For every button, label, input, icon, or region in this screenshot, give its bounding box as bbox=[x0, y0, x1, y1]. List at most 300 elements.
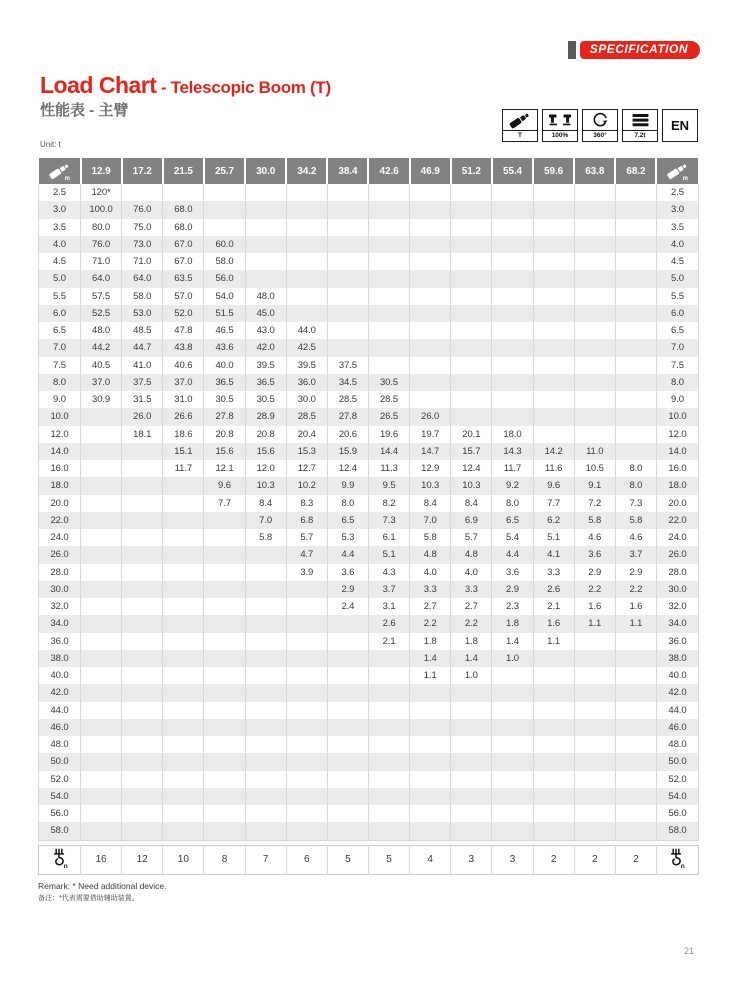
load-cell: 12.4 bbox=[327, 460, 368, 477]
load-cell bbox=[533, 667, 574, 684]
load-cell bbox=[574, 288, 615, 305]
load-cell: 2.7 bbox=[410, 598, 451, 615]
radius-cell: 30.0 bbox=[656, 581, 698, 598]
load-cell bbox=[615, 771, 656, 788]
load-cell bbox=[574, 408, 615, 425]
load-cell: 4.3 bbox=[368, 564, 409, 581]
load-cell bbox=[451, 219, 492, 236]
load-cell: 52.5 bbox=[81, 305, 122, 322]
radius-cell: 9.0 bbox=[39, 391, 81, 408]
load-cell bbox=[410, 374, 451, 391]
radius-cell: 54.0 bbox=[39, 788, 81, 805]
load-cell: 39.5 bbox=[286, 357, 327, 374]
load-cell bbox=[245, 633, 286, 650]
load-row bbox=[39, 339, 699, 356]
load-cell bbox=[122, 460, 163, 477]
load-cell bbox=[615, 684, 656, 701]
counterweight-icon bbox=[623, 110, 657, 130]
boom-length-header: 55.4 bbox=[492, 158, 533, 184]
load-cell bbox=[245, 564, 286, 581]
load-cell: 1.0 bbox=[492, 650, 533, 667]
radius-cell: 44.0 bbox=[656, 702, 698, 719]
load-cell bbox=[286, 650, 327, 667]
load-cell bbox=[286, 788, 327, 805]
load-cell bbox=[615, 184, 656, 201]
load-cell bbox=[204, 512, 245, 529]
load-cell: 7.7 bbox=[533, 495, 574, 512]
radius-cell: 3.5 bbox=[656, 219, 698, 236]
load-cell bbox=[286, 581, 327, 598]
parts-of-line-cell: 5 bbox=[368, 845, 409, 874]
radius-cell: 5.5 bbox=[656, 288, 698, 305]
load-cell bbox=[574, 650, 615, 667]
radius-cell: 8.0 bbox=[656, 374, 698, 391]
load-cell bbox=[615, 736, 656, 753]
load-cell: 2.7 bbox=[451, 598, 492, 615]
load-cell bbox=[163, 702, 204, 719]
boom-length-icon bbox=[39, 158, 81, 184]
load-cell bbox=[533, 408, 574, 425]
boom-length-header: 17.2 bbox=[122, 158, 163, 184]
radius-cell: 4.0 bbox=[39, 236, 81, 253]
load-cell bbox=[163, 805, 204, 822]
load-cell bbox=[327, 684, 368, 701]
load-cell bbox=[245, 822, 286, 840]
load-cell bbox=[122, 477, 163, 494]
load-cell: 56.0 bbox=[204, 270, 245, 287]
load-cell bbox=[163, 822, 204, 840]
load-cell bbox=[163, 581, 204, 598]
load-cell: 58.0 bbox=[122, 288, 163, 305]
load-cell bbox=[204, 598, 245, 615]
load-cell bbox=[122, 736, 163, 753]
load-cell bbox=[615, 374, 656, 391]
load-cell bbox=[327, 270, 368, 287]
load-cell bbox=[81, 495, 122, 512]
load-cell bbox=[451, 736, 492, 753]
remark-cn: 备注：*代表需要借助辅助装置。 bbox=[38, 895, 139, 902]
load-cell bbox=[451, 408, 492, 425]
radius-cell: 3.0 bbox=[656, 201, 698, 218]
hook-parts-icon bbox=[656, 845, 698, 874]
load-row bbox=[39, 201, 699, 218]
load-cell bbox=[327, 305, 368, 322]
parts-of-line-cell: 2 bbox=[615, 845, 656, 874]
load-cell bbox=[615, 443, 656, 460]
load-cell bbox=[492, 408, 533, 425]
load-cell: 42.0 bbox=[245, 339, 286, 356]
load-cell bbox=[368, 339, 409, 356]
load-cell bbox=[163, 633, 204, 650]
load-row bbox=[39, 581, 699, 598]
load-cell: 36.5 bbox=[245, 374, 286, 391]
load-cell: 64.0 bbox=[122, 270, 163, 287]
load-cell bbox=[245, 598, 286, 615]
load-cell bbox=[286, 771, 327, 788]
load-cell bbox=[81, 684, 122, 701]
load-cell bbox=[451, 374, 492, 391]
load-cell bbox=[81, 512, 122, 529]
boom-length-header: 34.2 bbox=[286, 158, 327, 184]
load-cell: 6.9 bbox=[451, 512, 492, 529]
load-cell bbox=[204, 805, 245, 822]
badge-counterweight-label: 7.2t bbox=[623, 130, 657, 141]
radius-cell: 38.0 bbox=[656, 650, 698, 667]
radius-cell: 4.0 bbox=[656, 236, 698, 253]
load-cell bbox=[81, 426, 122, 443]
load-cell bbox=[615, 753, 656, 770]
load-cell: 58.0 bbox=[204, 253, 245, 270]
radius-cell: 8.0 bbox=[39, 374, 81, 391]
load-row bbox=[39, 219, 699, 236]
load-cell bbox=[533, 684, 574, 701]
load-cell: 48.0 bbox=[81, 322, 122, 339]
load-cell bbox=[574, 805, 615, 822]
load-cell bbox=[327, 805, 368, 822]
load-cell bbox=[122, 633, 163, 650]
load-cell bbox=[492, 736, 533, 753]
load-cell bbox=[451, 391, 492, 408]
radius-cell: 24.0 bbox=[656, 529, 698, 546]
load-cell bbox=[81, 408, 122, 425]
radius-cell: 52.0 bbox=[656, 771, 698, 788]
load-cell bbox=[368, 667, 409, 684]
load-row bbox=[39, 546, 699, 563]
load-cell bbox=[615, 426, 656, 443]
load-cell bbox=[245, 236, 286, 253]
badge-counterweight bbox=[622, 109, 658, 142]
radius-cell: 40.0 bbox=[39, 667, 81, 684]
load-cell: 14.7 bbox=[410, 443, 451, 460]
radius-cell: 9.0 bbox=[656, 391, 698, 408]
load-cell: 12.9 bbox=[410, 460, 451, 477]
load-cell bbox=[327, 736, 368, 753]
boom-length-header: 51.2 bbox=[451, 158, 492, 184]
load-cell bbox=[204, 633, 245, 650]
radius-cell: 7.5 bbox=[656, 357, 698, 374]
load-cell: 76.0 bbox=[81, 236, 122, 253]
load-cell bbox=[368, 305, 409, 322]
load-cell bbox=[81, 822, 122, 840]
load-cell bbox=[574, 667, 615, 684]
load-cell bbox=[81, 598, 122, 615]
load-cell bbox=[533, 253, 574, 270]
load-cell bbox=[286, 667, 327, 684]
load-cell bbox=[368, 822, 409, 840]
load-cell bbox=[286, 270, 327, 287]
load-cell bbox=[122, 512, 163, 529]
boom-length-header: 68.2 bbox=[615, 158, 656, 184]
load-cell: 12.4 bbox=[451, 460, 492, 477]
load-cell: 4.7 bbox=[286, 546, 327, 563]
radius-cell: 6.5 bbox=[656, 322, 698, 339]
load-cell: 7.7 bbox=[204, 495, 245, 512]
load-cell: 71.0 bbox=[81, 253, 122, 270]
parts-of-line-cell: 8 bbox=[204, 845, 245, 874]
load-row bbox=[39, 736, 699, 753]
load-cell: 4.8 bbox=[410, 546, 451, 563]
load-cell bbox=[574, 374, 615, 391]
slewing-360-icon bbox=[583, 110, 617, 130]
load-cell: 6.2 bbox=[533, 512, 574, 529]
radius-cell: 5.5 bbox=[39, 288, 81, 305]
load-cell bbox=[492, 374, 533, 391]
load-cell bbox=[81, 650, 122, 667]
load-cell bbox=[368, 357, 409, 374]
load-cell bbox=[574, 184, 615, 201]
load-cell bbox=[204, 581, 245, 598]
load-cell bbox=[327, 339, 368, 356]
load-cell: 20.8 bbox=[204, 426, 245, 443]
load-cell: 11.7 bbox=[163, 460, 204, 477]
load-cell bbox=[533, 788, 574, 805]
load-cell: 2.2 bbox=[615, 581, 656, 598]
badge-boom-mode bbox=[502, 109, 538, 142]
parts-of-line-cell: 5 bbox=[327, 845, 368, 874]
radius-cell: 4.5 bbox=[656, 253, 698, 270]
radius-cell: 6.0 bbox=[39, 305, 81, 322]
load-cell bbox=[410, 753, 451, 770]
load-cell bbox=[533, 391, 574, 408]
parts-of-line-cell: 4 bbox=[410, 845, 451, 874]
load-cell: 1.1 bbox=[574, 615, 615, 632]
load-cell bbox=[615, 339, 656, 356]
load-cell bbox=[451, 270, 492, 287]
load-cell bbox=[615, 219, 656, 236]
badge-slewing-label: 360° bbox=[583, 130, 617, 141]
load-cell: 5.8 bbox=[615, 512, 656, 529]
load-cell bbox=[410, 288, 451, 305]
load-cell bbox=[163, 564, 204, 581]
load-cell: 5.7 bbox=[286, 529, 327, 546]
load-cell bbox=[451, 184, 492, 201]
load-cell bbox=[245, 719, 286, 736]
radius-cell: 22.0 bbox=[656, 512, 698, 529]
load-cell bbox=[245, 219, 286, 236]
load-cell: 3.3 bbox=[451, 581, 492, 598]
load-cell bbox=[492, 667, 533, 684]
load-cell bbox=[410, 357, 451, 374]
load-cell: 7.3 bbox=[368, 512, 409, 529]
load-cell bbox=[492, 771, 533, 788]
load-cell: 8.3 bbox=[286, 495, 327, 512]
load-cell bbox=[451, 805, 492, 822]
load-cell: 37.5 bbox=[327, 357, 368, 374]
load-cell bbox=[81, 719, 122, 736]
load-cell: 8.2 bbox=[368, 495, 409, 512]
load-row bbox=[39, 460, 699, 477]
load-cell bbox=[574, 684, 615, 701]
load-cell bbox=[451, 822, 492, 840]
radius-cell: 5.0 bbox=[39, 270, 81, 287]
load-cell: 40.5 bbox=[81, 357, 122, 374]
load-cell bbox=[204, 529, 245, 546]
load-cell bbox=[574, 357, 615, 374]
load-cell bbox=[492, 684, 533, 701]
radius-cell: 32.0 bbox=[656, 598, 698, 615]
load-cell bbox=[533, 270, 574, 287]
load-cell bbox=[533, 322, 574, 339]
load-cell bbox=[204, 788, 245, 805]
badge-outriggers-label: 100% bbox=[543, 130, 577, 141]
load-row bbox=[39, 719, 699, 736]
hook-parts-icon bbox=[39, 845, 81, 874]
remark bbox=[38, 881, 167, 903]
load-cell: 1.4 bbox=[492, 633, 533, 650]
radius-cell: 24.0 bbox=[39, 529, 81, 546]
load-cell bbox=[327, 667, 368, 684]
parts-of-line-cell: 6 bbox=[286, 845, 327, 874]
load-cell bbox=[286, 702, 327, 719]
load-cell bbox=[451, 288, 492, 305]
load-cell: 8.4 bbox=[245, 495, 286, 512]
boom-length-header: 30.0 bbox=[245, 158, 286, 184]
load-cell bbox=[451, 201, 492, 218]
load-cell bbox=[327, 219, 368, 236]
load-cell bbox=[122, 788, 163, 805]
radius-cell: 56.0 bbox=[656, 805, 698, 822]
load-cell bbox=[533, 201, 574, 218]
load-cell bbox=[368, 771, 409, 788]
radius-cell: 34.0 bbox=[656, 615, 698, 632]
load-cell: 71.0 bbox=[122, 253, 163, 270]
load-cell: 26.5 bbox=[368, 408, 409, 425]
load-cell: 46.5 bbox=[204, 322, 245, 339]
load-cell bbox=[163, 753, 204, 770]
load-cell bbox=[286, 719, 327, 736]
load-cell: 2.6 bbox=[368, 615, 409, 632]
load-cell bbox=[245, 684, 286, 701]
load-cell bbox=[533, 184, 574, 201]
radius-cell: 6.5 bbox=[39, 322, 81, 339]
load-cell bbox=[492, 753, 533, 770]
radius-cell: 2.5 bbox=[656, 184, 698, 201]
load-cell bbox=[410, 719, 451, 736]
load-cell bbox=[245, 270, 286, 287]
load-cell bbox=[368, 805, 409, 822]
radius-cell: 50.0 bbox=[656, 753, 698, 770]
load-cell: 9.6 bbox=[204, 477, 245, 494]
load-cell: 18.1 bbox=[122, 426, 163, 443]
load-cell: 57.0 bbox=[163, 288, 204, 305]
load-cell: 57.5 bbox=[81, 288, 122, 305]
load-cell bbox=[327, 236, 368, 253]
load-cell bbox=[245, 581, 286, 598]
radius-cell: 56.0 bbox=[39, 805, 81, 822]
load-cell bbox=[327, 633, 368, 650]
load-cell: 1.0 bbox=[451, 667, 492, 684]
load-cell bbox=[163, 719, 204, 736]
load-cell bbox=[204, 753, 245, 770]
radius-cell: 58.0 bbox=[656, 822, 698, 840]
load-cell bbox=[122, 598, 163, 615]
load-cell bbox=[122, 615, 163, 632]
load-cell bbox=[410, 702, 451, 719]
badge-row bbox=[502, 109, 698, 142]
load-cell bbox=[533, 288, 574, 305]
load-cell bbox=[204, 684, 245, 701]
load-cell bbox=[327, 650, 368, 667]
load-cell bbox=[163, 529, 204, 546]
load-cell bbox=[245, 546, 286, 563]
load-cell: 34.5 bbox=[327, 374, 368, 391]
load-cell bbox=[81, 546, 122, 563]
load-cell bbox=[574, 736, 615, 753]
title-sub: - Telescopic Boom (T) bbox=[160, 78, 331, 97]
load-cell: 100.0 bbox=[81, 201, 122, 218]
load-cell bbox=[574, 253, 615, 270]
radius-cell: 3.0 bbox=[39, 201, 81, 218]
load-row bbox=[39, 443, 699, 460]
load-cell bbox=[163, 495, 204, 512]
load-cell: 15.6 bbox=[204, 443, 245, 460]
load-cell bbox=[615, 322, 656, 339]
radius-cell: 26.0 bbox=[656, 546, 698, 563]
svg-text:n: n bbox=[681, 863, 686, 870]
load-cell bbox=[204, 736, 245, 753]
load-cell bbox=[492, 822, 533, 840]
load-cell: 31.5 bbox=[122, 391, 163, 408]
boom-length-header: 38.4 bbox=[327, 158, 368, 184]
radius-cell: 36.0 bbox=[39, 633, 81, 650]
load-cell bbox=[410, 822, 451, 840]
load-cell bbox=[327, 615, 368, 632]
load-cell: 4.4 bbox=[327, 546, 368, 563]
badge-language bbox=[662, 109, 698, 142]
load-cell: 43.8 bbox=[163, 339, 204, 356]
load-cell: 1.6 bbox=[574, 598, 615, 615]
load-row bbox=[39, 650, 699, 667]
load-cell bbox=[615, 305, 656, 322]
load-cell: 63.5 bbox=[163, 270, 204, 287]
load-cell: 60.0 bbox=[204, 236, 245, 253]
load-cell: 2.4 bbox=[327, 598, 368, 615]
load-cell: 2.9 bbox=[492, 581, 533, 598]
load-cell: 30.5 bbox=[204, 391, 245, 408]
load-cell bbox=[204, 702, 245, 719]
svg-text:m: m bbox=[683, 175, 689, 181]
load-cell bbox=[163, 546, 204, 563]
load-cell bbox=[286, 288, 327, 305]
load-cell: 20.8 bbox=[245, 426, 286, 443]
load-cell bbox=[492, 219, 533, 236]
load-cell bbox=[368, 702, 409, 719]
telescopic-boom-icon bbox=[503, 110, 537, 130]
radius-cell: 46.0 bbox=[39, 719, 81, 736]
load-cell: 5.8 bbox=[245, 529, 286, 546]
unit-label: Unit: t bbox=[40, 140, 61, 149]
load-cell: 11.3 bbox=[368, 460, 409, 477]
load-cell bbox=[574, 339, 615, 356]
load-cell bbox=[492, 702, 533, 719]
load-cell: 3.6 bbox=[492, 564, 533, 581]
load-cell: 28.9 bbox=[245, 408, 286, 425]
load-cell: 30.0 bbox=[286, 391, 327, 408]
parts-of-line-cell: 16 bbox=[81, 845, 122, 874]
load-cell: 64.0 bbox=[81, 270, 122, 287]
load-row bbox=[39, 374, 699, 391]
boom-length-header: 25.7 bbox=[204, 158, 245, 184]
load-cell bbox=[327, 788, 368, 805]
load-row bbox=[39, 253, 699, 270]
load-cell bbox=[615, 357, 656, 374]
load-cell: 1.1 bbox=[615, 615, 656, 632]
load-cell bbox=[81, 736, 122, 753]
load-cell bbox=[368, 753, 409, 770]
load-cell: 2.6 bbox=[533, 581, 574, 598]
load-cell bbox=[204, 771, 245, 788]
load-cell bbox=[286, 598, 327, 615]
